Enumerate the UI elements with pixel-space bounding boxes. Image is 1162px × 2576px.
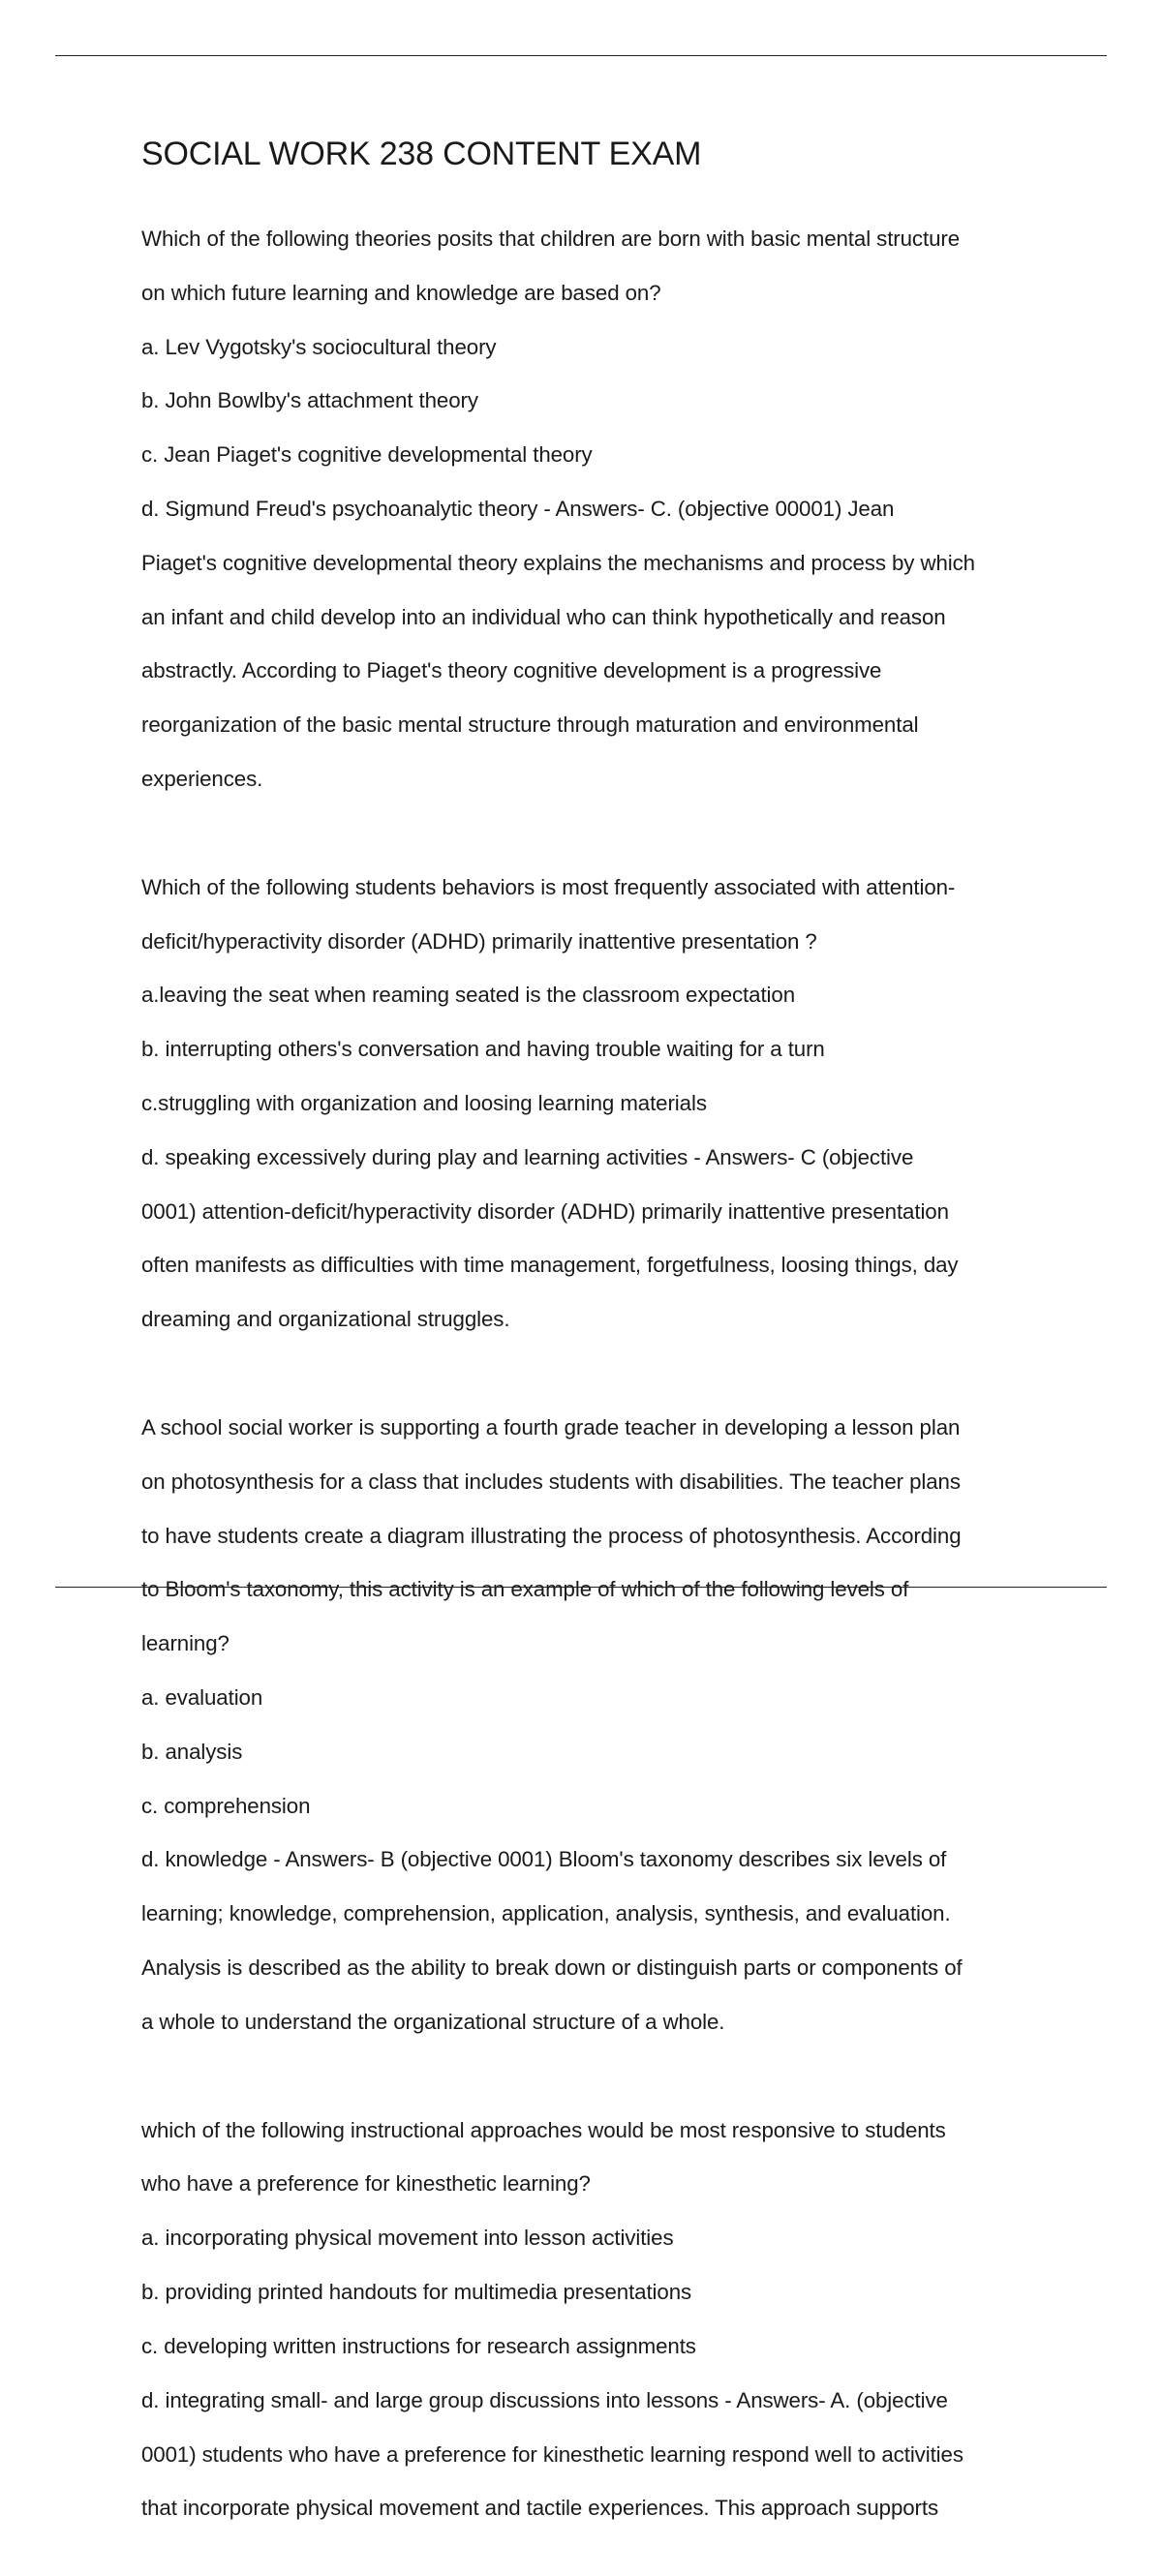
question-block-1 <box>141 198 1061 820</box>
question-line: A school social worker is supporting a fourth grade teacher in developing a lesson plan <box>141 1414 961 1440</box>
option-line: a. Lev Vygotsky's sociocultural theory <box>141 334 497 359</box>
option-line: b. interrupting others's conversation and having trouble waiting for a turn <box>141 1037 825 1062</box>
top-rule <box>55 55 1107 56</box>
option-line: a.leaving the seat when reaming seated is the classroom expectation <box>141 983 795 1008</box>
question-line: on photosynthesis for a class that includes students with disabilities. The teacher plans <box>141 1469 961 1494</box>
question-line: learning? <box>141 1631 229 1656</box>
answer-line: 0001) students who have a preference for kinesthetic learning respond well to activities <box>141 2441 963 2467</box>
answer-line: often manifests as difficulties with time management, forgetfulness, loosing things, day <box>141 1253 959 1278</box>
answer-line: reorganization of the basic mental structure through maturation and environmental <box>141 712 919 738</box>
question-line: Which of the following students behaviors is most frequently associated with attention- <box>141 874 956 899</box>
answer-line: d. Sigmund Freud's psychoanalytic theory - Answers- C. (objective 00001) Jean <box>141 496 895 521</box>
option-line: c.struggling with organization and loosing learning materials <box>141 1091 707 1115</box>
option-line: c. Jean Piaget's cognitive developmental theory <box>141 442 593 468</box>
answer-line: d. speaking excessively during play and learning activities - Answers- C (objective <box>141 1144 914 1169</box>
question-block-4 <box>141 2090 1061 2549</box>
question-line: Which of the following theories posits that children are born with basic mental structure <box>141 226 960 251</box>
answer-line: 0001) attention-deficit/hyperactivity disorder (ADHD) primarily inattentive presentation <box>141 1198 949 1224</box>
document-title: SOCIAL WORK 238 CONTENT EXAM <box>141 136 702 172</box>
answer-line: Analysis is described as the ability to break down or distinguish parts or components of <box>141 1955 963 1981</box>
option-line: c. developing written instructions for research assignments <box>141 2333 696 2358</box>
question-line: to Bloom's taxonomy, this activity is an example of which of the following levels of <box>141 1577 909 1602</box>
document-body <box>141 136 1061 2576</box>
question-line: who have a preference for kinesthetic learning? <box>141 2171 591 2197</box>
question-line: to have students create a diagram illustrating the process of photosynthesis. According <box>141 1523 962 1548</box>
question-line: deficit/hyperactivity disorder (ADHD) primarily inattentive presentation ? <box>141 928 817 954</box>
answer-line: abstractly. According to Piaget's theory cognitive development is a progressive <box>141 658 882 683</box>
option-line: b. providing printed handouts for multimedia presentations <box>141 2280 692 2305</box>
answer-line: Piaget's cognitive developmental theory explains the mechanisms and process by which <box>141 550 975 575</box>
question-block-3 <box>141 1387 1061 2063</box>
answer-line: experiences. <box>141 767 263 792</box>
question-line: which of the following instructional approaches would be most responsive to students <box>141 2117 946 2142</box>
option-line: b. John Bowlby's attachment theory <box>141 388 478 413</box>
option-line: a. incorporating physical movement into lesson activities <box>141 2226 674 2251</box>
question-line: on which future learning and knowledge are based on? <box>141 280 661 305</box>
option-line: c. comprehension <box>141 1793 311 1818</box>
question-block-2 <box>141 847 1061 1360</box>
answer-line: learning; knowledge, comprehension, application, analysis, synthesis, and evaluation. <box>141 1901 951 1926</box>
option-line: a. evaluation <box>141 1685 263 1711</box>
option-line: b. analysis <box>141 1739 243 1764</box>
answer-line: that incorporate physical movement and tactile experiences. This approach supports <box>141 2496 939 2521</box>
answer-line: d. knowledge - Answers- B (objective 0001) Bloom's taxonomy describes six levels of <box>141 1847 947 1872</box>
answer-line: d. integrating small- and large group discussions into lessons - Answers- A. (objective <box>141 2387 948 2412</box>
bottom-rule <box>55 1587 1107 1588</box>
answer-line: a whole to understand the organizational structure of a whole. <box>141 2009 725 2034</box>
answer-line: an infant and child develop into an individual who can think hypothetically and reason <box>141 604 946 629</box>
answer-line: dreaming and organizational struggles. <box>141 1307 510 1332</box>
